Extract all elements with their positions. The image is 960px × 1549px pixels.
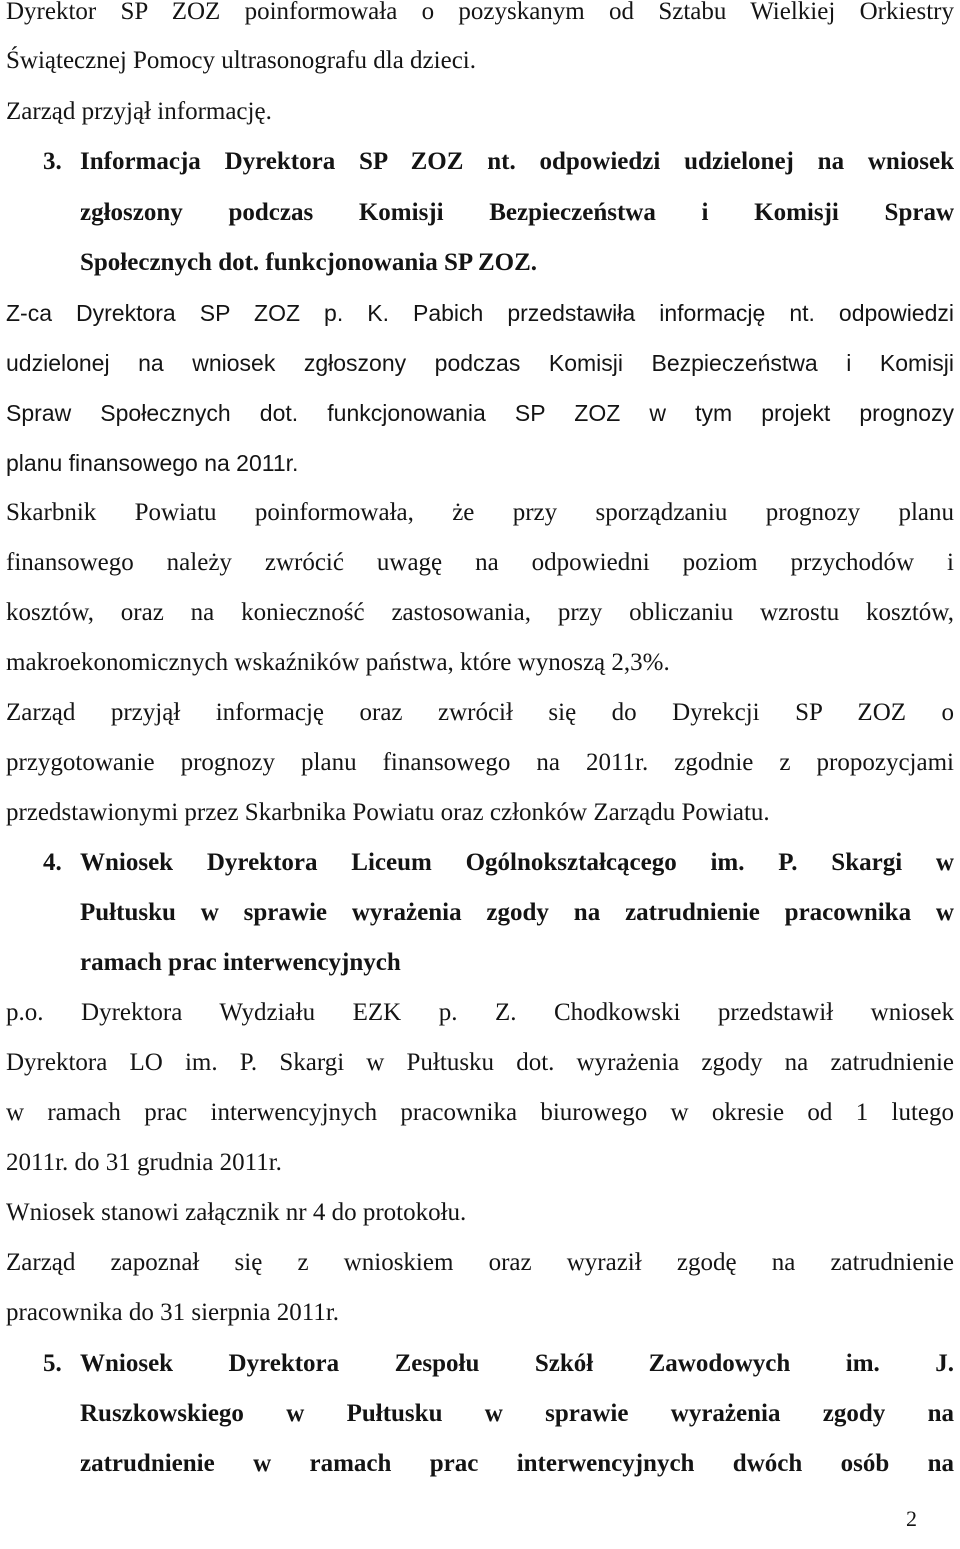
item-4-decision-line-2: pracownika do 31 sierpnia 2011r. — [6, 1299, 340, 1326]
item-4-body-line-4: 2011r. do 31 grudnia 2011r. — [6, 1149, 282, 1176]
item-3-heading-line-2: zgłoszony podczas Komisji Bezpieczeństwa i Komisji Spraw — [80, 199, 954, 226]
treasurer-line-2: finansowego należy zwrócić uwagę na odpowiedni poziom przychodów i — [6, 549, 954, 576]
page-number: 2 — [906, 1506, 917, 1531]
item-5-heading-line-2: Ruszkowskiego w Pułtusku w sprawie wyrażenia zgody na — [80, 1400, 954, 1427]
item-4-heading-line-2: Pułtusku w sprawie wyrażenia zgody na zatrudnienie pracownika w — [80, 899, 954, 926]
item-4-body-line-1: p.o. Dyrektora Wydziału EZK p. Z. Chodkowski przedstawił wniosek — [6, 999, 954, 1026]
intro-decision: Zarząd przyjął informację. — [6, 98, 272, 125]
treasurer-line-3: kosztów, oraz na konieczność zastosowania, przy obliczaniu wzrostu kosztów, — [6, 599, 954, 626]
item-3-body-line-2: udzielonej na wniosek zgłoszony podczas Komisji Bezpieczeństwa i Komisji — [6, 350, 954, 376]
item-4-body-line-3: w ramach prac interwencyjnych pracownika biurowego w okresie od 1 lutego — [6, 1099, 954, 1126]
item-3-heading-line-1: Informacja Dyrektora SP ZOZ nt. odpowiedzi udzielonej na wniosek — [80, 148, 954, 175]
treasurer-line-1: Skarbnik Powiatu poinformowała, że przy sporządzaniu prognozy planu — [6, 499, 954, 526]
intro-line-1: Dyrektor SP ZOZ poinformowała o pozyskanym od Sztabu Wielkiej Orkiestry — [6, 0, 954, 25]
item-3-body-line-3: Spraw Społecznych dot. funkcjonowania SP ZOZ w tym projekt prognozy — [6, 400, 954, 426]
intro-line-2: Świątecznej Pomocy ultrasonografu dla dzieci. — [6, 47, 476, 74]
item-4-heading-line-1: Wniosek Dyrektora Liceum Ogólnokształcącego im. P. Skargi w — [80, 849, 954, 876]
item-3-decision-line-1: Zarząd przyjął informację oraz zwrócił się do Dyrekcji SP ZOZ o — [6, 699, 954, 726]
item-4-attachment-note: Wniosek stanowi załącznik nr 4 do protokołu. — [6, 1199, 467, 1226]
item-4-decision-line-1: Zarząd zapoznał się z wnioskiem oraz wyraził zgodę na zatrudnienie — [6, 1249, 954, 1276]
item-5-number: 5. — [43, 1350, 62, 1377]
item-3-heading-line-3: Społecznych dot. funkcjonowania SP ZOZ. — [80, 249, 538, 276]
item-4-body-line-2: Dyrektora LO im. P. Skargi w Pułtusku dot. wyrażenia zgody na zatrudnienie — [6, 1049, 954, 1076]
item-3-decision-line-2: przygotowanie prognozy planu finansowego na 2011r. zgodnie z propozycjami — [6, 749, 954, 776]
item-3-number: 3. — [43, 148, 62, 175]
item-5-heading-line-1: Wniosek Dyrektora Zespołu Szkół Zawodowych im. J. — [80, 1350, 954, 1377]
item-4-number: 4. — [43, 849, 62, 876]
item-5-heading-line-3: zatrudnienie w ramach prac interwencyjnych dwóch osób na — [80, 1450, 954, 1477]
item-3-body-line-1: Z-ca Dyrektora SP ZOZ p. K. Pabich przedstawiła informację nt. odpowiedzi — [6, 300, 954, 326]
item-3-body-line-4: planu finansowego na 2011r. — [6, 450, 299, 476]
item-3-decision-line-3: przedstawionymi przez Skarbnika Powiatu oraz członków Zarządu Powiatu. — [6, 799, 770, 826]
treasurer-line-4: makroekonomicznych wskaźników państwa, które wynoszą 2,3%. — [6, 649, 670, 676]
item-4-heading-line-3: ramach prac interwencyjnych — [80, 949, 401, 976]
